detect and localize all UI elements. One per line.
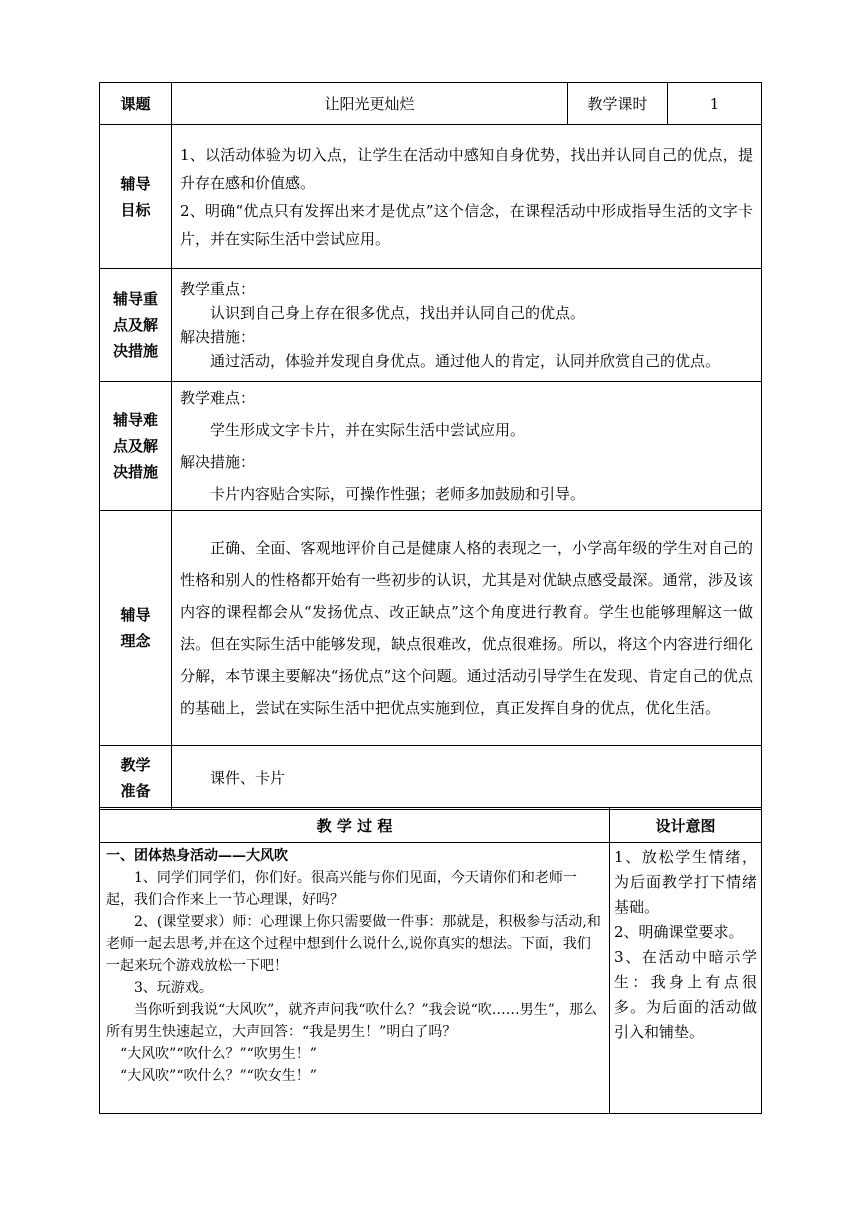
preparation-label-line: 教学 (120, 755, 151, 774)
lesson-plan-table (99, 82, 762, 810)
key-points-row (100, 269, 762, 382)
philosophy-label (100, 511, 172, 746)
topic-row (100, 83, 762, 125)
key-points-label-line: 点及解 (112, 316, 158, 334)
intent-header: 设计意图 (610, 808, 762, 843)
process-header: 教 学 过 程 (100, 808, 610, 843)
preparation-content (172, 746, 762, 810)
goals-label-line: 辅导 (120, 174, 151, 193)
intent-item: 2、明确课堂要求。 (614, 923, 744, 941)
preparation-text: 课件、卡片 (210, 768, 286, 787)
process-paragraph: 3、玩游戏。 (134, 980, 213, 996)
difficulties-measures-heading: 解决措施： (180, 453, 256, 471)
key-points-heading: 教学重点： (180, 280, 256, 298)
goals-label-line: 目标 (120, 200, 151, 219)
goal-item: 2、明确“优点只有发挥出来才是优点”这个信念，在课程活动中形成指导生活的文字卡片，并在实际生活中尝试应用。 (180, 201, 753, 248)
key-points-label-line: 辅导重 (112, 290, 158, 308)
process-paragraph: 当你听到我说“大风吹”，就齐声问我“吹什么？”我会说“吹……男生”，那么所有男生快速起立，大声回答：“我是男生！”明白了吗？ (106, 1002, 597, 1040)
philosophy-text: 正确、全面、客观地评价自己是健康人格的表现之一，小学高年级的学生对自己的性格和别人的性格都开始有一些初步的认识，尤其是对优缺点感受最深。通常，涉及该内容的课程都会从“发扬优点、改正缺点”这个角度进行教育。学生也能够理解这一做法。但在实际生活中能够发现，缺点很难改，优点很难扬。所以，将这个内容进行细化分解，本节课主要解决“扬优点”这个问题。通过活动引导学生在发现、肯定自己的优点的基础上，尝试在实际生活中把优点实施到位，真正发挥自身的优点，优化生活。 (180, 539, 753, 717)
process-header-row (100, 808, 762, 843)
goals-label (100, 125, 172, 269)
difficulties-measures: 卡片内容贴合实际，可操作性强；老师多加鼓励和引导。 (210, 485, 586, 503)
section-title: 一、团体热身活动——大风吹 (106, 848, 288, 864)
topic-label: 课题 (100, 83, 172, 125)
process-table (99, 807, 762, 1114)
key-points-measures: 通过活动，体验并发现自身优点。通过他人的肯定，认同并欣赏自己的优点。 (210, 352, 721, 370)
goals-content (172, 125, 762, 269)
key-points-label (100, 269, 172, 382)
key-points-text: 认识到自己身上存在很多优点，找出并认同自己的优点。 (210, 304, 586, 322)
key-points-measures-heading: 解决措施： (180, 328, 256, 346)
preparation-row (100, 746, 762, 810)
difficulties-text: 学生形成文字卡片，并在实际生活中尝试应用。 (210, 421, 526, 439)
difficulties-content (172, 382, 762, 511)
process-paragraph: 1、同学们同学们，你们好。很高兴能与你们见面，今天请你们和老师一起，我们合作来上一节心理课，好吗？ (106, 870, 577, 908)
difficulties-label-line: 决措施 (112, 463, 158, 481)
intent-item: 1、放松学生情绪，为后面教学打下情绪基础。 (614, 848, 757, 916)
hours-value: 1 (668, 83, 762, 125)
preparation-label-line: 准备 (120, 781, 151, 800)
difficulties-heading: 教学难点： (180, 389, 256, 407)
difficulties-label-line: 辅导难 (112, 411, 158, 429)
process-content (100, 843, 610, 1114)
dialogue-line: “大风吹”“吹什么？”“吹女生！” (120, 1068, 317, 1084)
philosophy-content (172, 511, 762, 746)
goal-item: 1、以活动体验为切入点，让学生在活动中感知自身优势，找出并认同自己的优点，提升存在感和价值感。 (180, 145, 753, 192)
intent-item: 3、在活动中暗示学生：我身上有点很多。为后面的活动做引入和铺垫。 (614, 948, 757, 1041)
philosophy-row (100, 511, 762, 746)
difficulties-row (100, 382, 762, 511)
preparation-label (100, 746, 172, 810)
topic-value: 让阳光更灿烂 (172, 83, 568, 125)
key-points-label-line: 决措施 (112, 342, 158, 360)
philosophy-label-line: 理念 (120, 632, 151, 650)
process-paragraph: 2、(课堂要求）师：心理课上你只需要做一件事：那就是，积极参与活动,和老师一起去思考,并在这个过程中想到什么说什么,说你真实的想法。下面，我们一起来玩个游戏放松一下吧！ (106, 914, 601, 974)
philosophy-label-line: 辅导 (120, 606, 151, 624)
difficulties-label (100, 382, 172, 511)
dialogue-line: “大风吹”“吹什么？”“吹男生！” (120, 1046, 317, 1062)
difficulties-label-line: 点及解 (112, 437, 158, 455)
intent-content (610, 843, 762, 1114)
process-body-row (100, 843, 762, 1114)
key-points-content (172, 269, 762, 382)
hours-label: 教学课时 (568, 83, 668, 125)
goals-row (100, 125, 762, 269)
